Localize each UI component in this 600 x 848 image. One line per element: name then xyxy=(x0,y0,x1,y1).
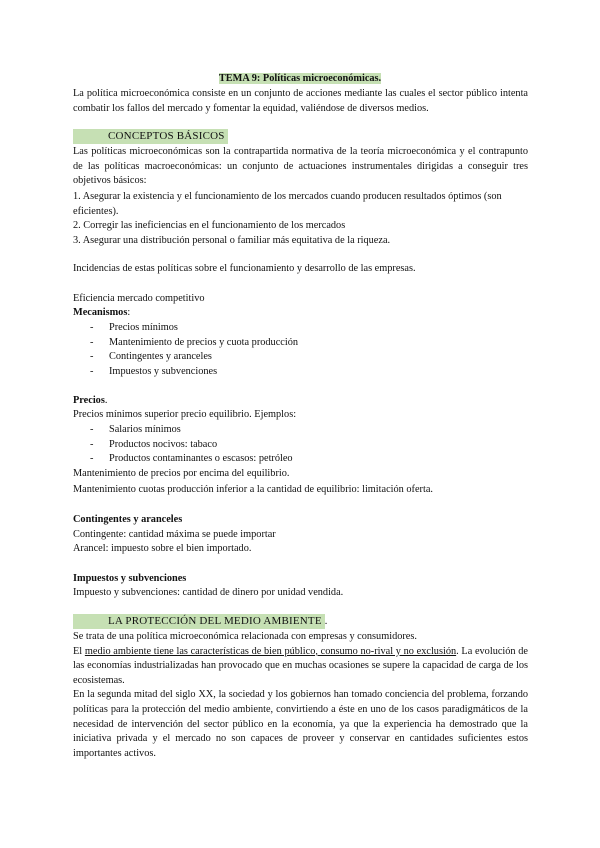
section2-heading xyxy=(73,614,325,629)
section1-heading: CONCEPTOS BÁSICOS xyxy=(73,129,228,144)
section-heading-medio-ambiente xyxy=(73,614,528,630)
list-item: - Mantenimiento de precios y cuota producción xyxy=(73,336,528,351)
precios-text: Precios mínimos superior precio equilibrio. Ejemplos: xyxy=(73,409,297,420)
precios-label: Precios xyxy=(73,395,105,406)
list-item: - Impuestos y subvenciones xyxy=(73,365,528,380)
list-item: - Contingentes y aranceles xyxy=(73,350,528,365)
list-item: - Productos nocivos: tabaco xyxy=(73,438,528,453)
section-heading-conceptos xyxy=(73,129,528,145)
arancel-text: Arancel: impuesto sobre el bien importado. xyxy=(73,543,252,554)
section1-paragraph: Las políticas microeconómicas son la contrapartida normativa de la teoría microeconómica y el contrapunto de las políticas macroeconómicas: un conjunto de actuaciones instrumentales dirigidas a conseguir tres objetivos básicos: xyxy=(73,146,528,187)
section2-paragraph: Se trata de una política microeconómica relacionada con empresas y consumidores. xyxy=(73,631,417,642)
impuestos-label: Impuestos y subvenciones xyxy=(73,573,187,584)
objective-item: 1. Asegurar la existencia y el funcionamiento de los mercados cuando producen resultados óptimos (son eficientes). xyxy=(73,191,502,217)
mecanismos-colon: : xyxy=(127,307,131,318)
eficiencia-text: Eficiencia mercado competitivo xyxy=(73,293,205,304)
mecanismos-label: Mecanismos xyxy=(73,307,128,318)
section2-paragraph xyxy=(73,645,528,689)
incidencias-text: Incidencias de estas políticas sobre el funcionamiento y desarrollo de las empresas. xyxy=(73,263,416,274)
p2-underlined-text: medio ambiente tiene las características de bien público, consumo no-rival y no exclusión xyxy=(84,645,457,657)
section2-body xyxy=(73,630,528,761)
list-item: - Precios mínimos xyxy=(73,321,528,336)
section2-heading-text: LA PROTECCIÓN DEL MEDIO AMBIENTE xyxy=(108,615,322,627)
title-line xyxy=(0,72,600,87)
p2-pre: El xyxy=(73,645,85,657)
mecanismos-label-line xyxy=(73,306,528,321)
list-item: - Salarios mínimos xyxy=(73,423,528,438)
objectives-list xyxy=(73,190,528,248)
contingentes-label: Contingentes y aranceles xyxy=(73,514,183,525)
contingente-text: Contingente: cantidad máxima se puede importar xyxy=(73,529,276,540)
section2-paragraph: En la segunda mitad del siglo XX, la sociedad y los gobiernos han tomado conciencia del problema, forzando políticas para la protección del medio ambiente, convirtiendo a éste en uno de los casos paradigmáticos de la necesidad de intervención del sector público en la economía, ya que la experiencia ha demostrado que la iniciativa privada y el mercado no son capaces de proveer y conservar en cantidades suficientes estos importantes activos. xyxy=(73,689,528,759)
p2-post: . La evolución de las economías industrializadas han provocado que en muchas ocasiones se supere la capacidad de carga de los ecosistemas. xyxy=(73,645,528,686)
precios-dot: . xyxy=(104,395,108,406)
page-title: TEMA 9: Políticas microeconómicas. xyxy=(218,73,382,84)
mecanismos-list xyxy=(73,321,528,379)
mantenimiento-precios-text: Mantenimiento de precios por encima del equilibrio. xyxy=(73,468,290,479)
impuestos-text: Impuesto y subvenciones: cantidad de dinero por unidad vendida. xyxy=(73,587,344,598)
objective-item: 2. Corregir las ineficiencias en el funcionamiento de los mercados xyxy=(73,220,346,232)
mantenimiento-cuotas-text: Mantenimiento cuotas producción inferior a la cantidad de equilibrio: limitación oferta. xyxy=(73,484,433,495)
section2-heading-dot: . xyxy=(324,616,328,627)
intro-paragraph: La política microeconómica consiste en un conjunto de acciones mediante las cuales el sector público intenta combatir los fallos del mercado y fomentar la equidad, valiéndose de diversos medios. xyxy=(73,88,528,114)
objective-item: 3. Asegurar una distribución personal o familiar más equitativa de la riqueza. xyxy=(73,234,391,246)
list-item: - Productos contaminantes o escasos: petróleo xyxy=(73,452,528,467)
precios-label-line xyxy=(73,394,528,409)
ejemplos-list xyxy=(73,423,528,467)
